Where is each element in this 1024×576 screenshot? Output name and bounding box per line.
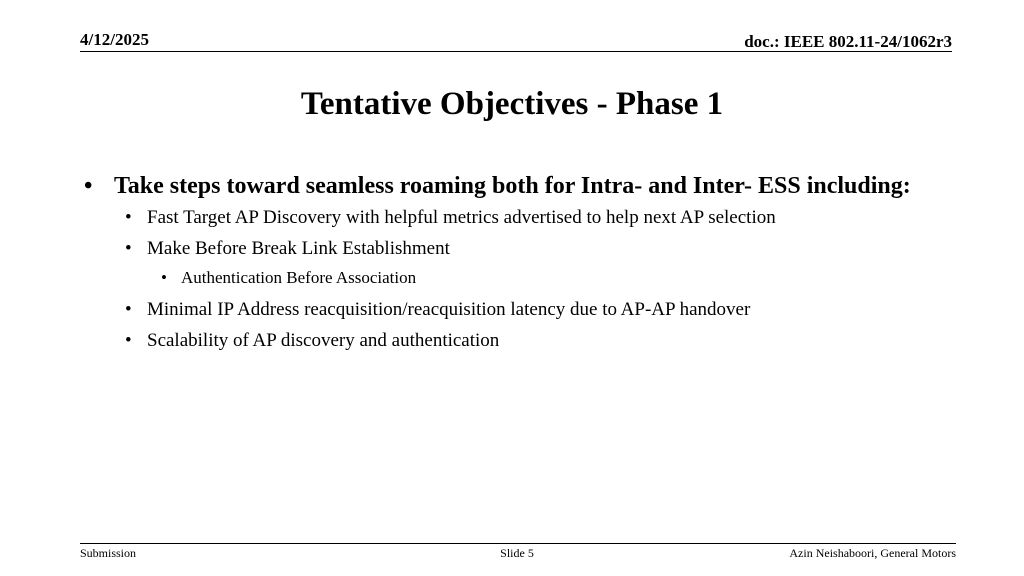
bullet-item (84, 267, 944, 289)
bullet-item (84, 205, 944, 230)
bullet-dot-icon: • (161, 268, 167, 287)
bullet-text: Fast Target AP Discovery with helpful metrics advertised to help next AP selection (147, 207, 776, 228)
bullet-item (84, 236, 944, 261)
bullet-dot-icon: • (125, 207, 132, 228)
footer-author: Azin Neishaboori, General Motors (789, 546, 956, 560)
bullet-text: Take steps toward seamless roaming both for Intra- and Inter- ESS including: (114, 173, 911, 199)
header-rule (80, 51, 952, 52)
bullet-item (84, 171, 944, 201)
footer-submission: Submission (80, 546, 137, 560)
bullet-text: Scalability of AP discovery and authentication (147, 330, 500, 351)
bullet-text: Minimal IP Address reacquisition/reacquisition latency due to AP-AP handover (147, 299, 751, 320)
header-date: 4/12/2025 (80, 30, 149, 49)
bullet-dot-icon: • (84, 173, 93, 199)
bullet-text: Make Before Break Link Establishment (147, 238, 450, 259)
bullet-item (84, 328, 944, 353)
footer-rule (80, 543, 956, 544)
bullet-text: Authentication Before Association (181, 268, 417, 287)
bullet-dot-icon: • (125, 238, 132, 259)
footer-slide-number: Slide 5 (500, 546, 534, 560)
bullet-item (84, 297, 944, 322)
bullet-dot-icon: • (125, 299, 132, 320)
header-doc-id: doc.: IEEE 802.11-24/1062r3 (744, 32, 952, 51)
slide-title: Tentative Objectives - Phase 1 (300, 86, 724, 122)
bullet-dot-icon: • (125, 330, 132, 351)
slide-content (84, 171, 944, 359)
